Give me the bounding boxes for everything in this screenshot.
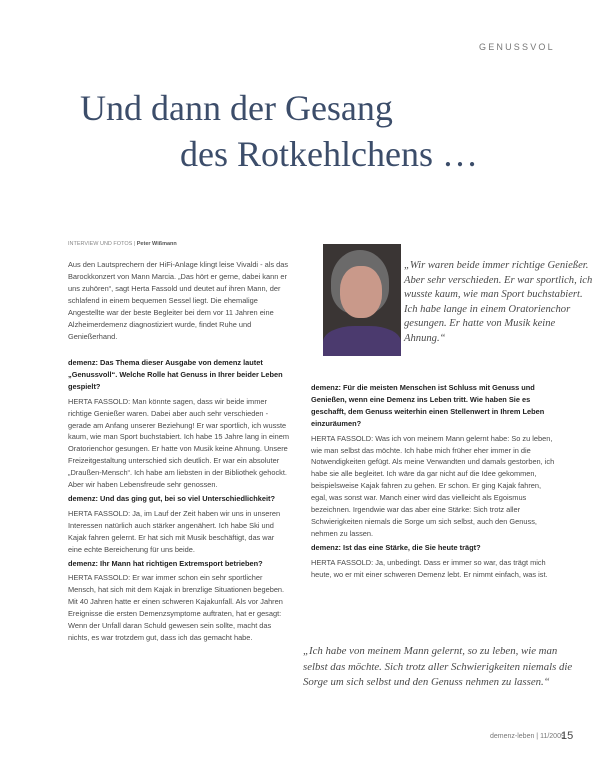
pull-quote-bottom: „Ich habe von meinem Mann gelernt, so zu leben, wie man selbst das möchte. Sich trotz aller Schwierigkeiten niemals die Sorge um sich selbst und den Genuss nehmen zu lassen.“ (303, 645, 573, 689)
byline-author: Peter Wißmann (136, 241, 177, 247)
answer: HERTA FASSOLD: Ja, unbedingt. Dass er immer so war, das trägt mich heute, wo er mit einer schweren Demenz lebt. Er nimmt einfach, was ist. (311, 557, 548, 579)
question: demenz: Ihr Mann hat richtigen Extremsport betrieben? (68, 558, 263, 568)
headline-line-2: des Rotkehlchens … (180, 134, 478, 174)
answer: HERTA FASSOLD: Man könnte sagen, dass wir beide immer richtige Genießer waren. Dabei aber auch sehr verschieden - gerade am Anfang unserer Beziehung! Er war sportlich, ich wusste kaum, wie man Sport buchstabiert. Ich habe 15 Jahre lang in einem Oratorienchor gesungen. Er hatte von Musik keine Ahnung. Unsere Freizeitgestaltung unterschied sich deutlich. Er war ein absoluter „Draußen-Mensch“. Ich habe am liebsten in der Bibliothek gehockt. Aber wir haben Lebensfreude sehr genossen. (68, 396, 290, 490)
byline (68, 241, 177, 247)
question: demenz: Ist das eine Stärke, die Sie heute trägt? (311, 542, 481, 552)
footer-publication: demenz-leben | 11/2009 (490, 733, 565, 740)
question: demenz: Für die meisten Menschen ist Schluss mit Genuss und Genießen, wenn eine Demenz ins Leben tritt. Wie haben Sie es geschafft, dem Genuss weiterhin einen Stellenwert in Ihrem Leben einzuräumen? (311, 383, 545, 428)
right-column (311, 380, 556, 581)
page-number: 15 (561, 730, 574, 742)
answer: HERTA FASSOLD: Ja, im Lauf der Zeit haben wir uns in unseren Interessen natürlich auch stärker angenähert. Ich habe Ski und Kajak fahren gelernt. Er hat sich mit Musik beschäftigt, das war eine echte Bereicherung für uns beide. (68, 508, 281, 554)
section-label: GENUSSVOL (479, 42, 555, 52)
question: demenz: Das Thema dieser Ausgabe von demenz lautet „Genussvoll“. Welche Rolle hat Genuss in Ihrer beider Leben gespielt? (68, 358, 283, 391)
left-column (68, 355, 290, 644)
portrait-photo (323, 244, 401, 356)
headline-line-1: Und dann der Gesang (80, 88, 393, 128)
byline-prefix: INTERVIEW UND FOTOS | (68, 241, 136, 247)
lead-paragraph: Aus den Lautsprechern der HiFi-Anlage klingt leise Vivaldi - als das Barockkonzert von Mann Marcia. „Das hört er gerne, dabei kann er uns zuhören“, sagt Herta Fassold und deutet auf ihren Mann, der schlafend in einem bequemen Sessel liegt. Die ehemalige Angestellte war der beste Begleiter bei dem vor 11 Jahren eine Alzheimerdemenz diagnostiziert wurde, findet Ruhe und Genießerhand. (68, 260, 289, 341)
pull-quote-top: „Wir waren beide immer richtige Genießer. Aber sehr verschieden. Er war sportlich, ich wusste kaum, wie man Sport buchstabiert. Ich habe lange in einem Oratorienchor gesungen. Er hatte von Musik keine Ahnung.“ (404, 260, 593, 344)
question: demenz: Und das ging gut, bei so viel Unterschiedlichkeit? (68, 493, 275, 503)
answer: HERTA FASSOLD: Was ich von meinem Mann gelernt habe: So zu leben, wie man selbst das möchte. Ich habe mich früher eher immer in die Notwendigkeiten gefügt. Als meine Verwandten und damals gestorben, ich habe sie alle begleitet. Ich wäre da gar nicht auf die Idee gekommen, beispielsweise Kajak fahren zu gehen. Er schon. Er ging Kajak fahren, egal, was sonst war. Manch einer wird das vielleicht als Egoismus bezeichnen. Irgendwie war das aber eine Stärke: Sich trotz aller Schwierigkeiten niemals die Sorge um sich selbst, auch den Genuss, nehmen zu lassen. (311, 433, 555, 538)
answer: HERTA FASSOLD: Er war immer schon ein sehr sportlicher Mensch, hat sich mit dem Kajak in brenzlige Situationen begeben. Mit 40 Jahren hatte er einen schweren Kajakunfall. Als vor Jahren Ereignisse die ersten Demenzsymptome auftraten, hat er gesagt: Wenn der Unfall daran Schuld gewesen sein sollte, macht das nichts, es war trotzdem gut, dass ich das gemacht habe. (68, 573, 285, 642)
